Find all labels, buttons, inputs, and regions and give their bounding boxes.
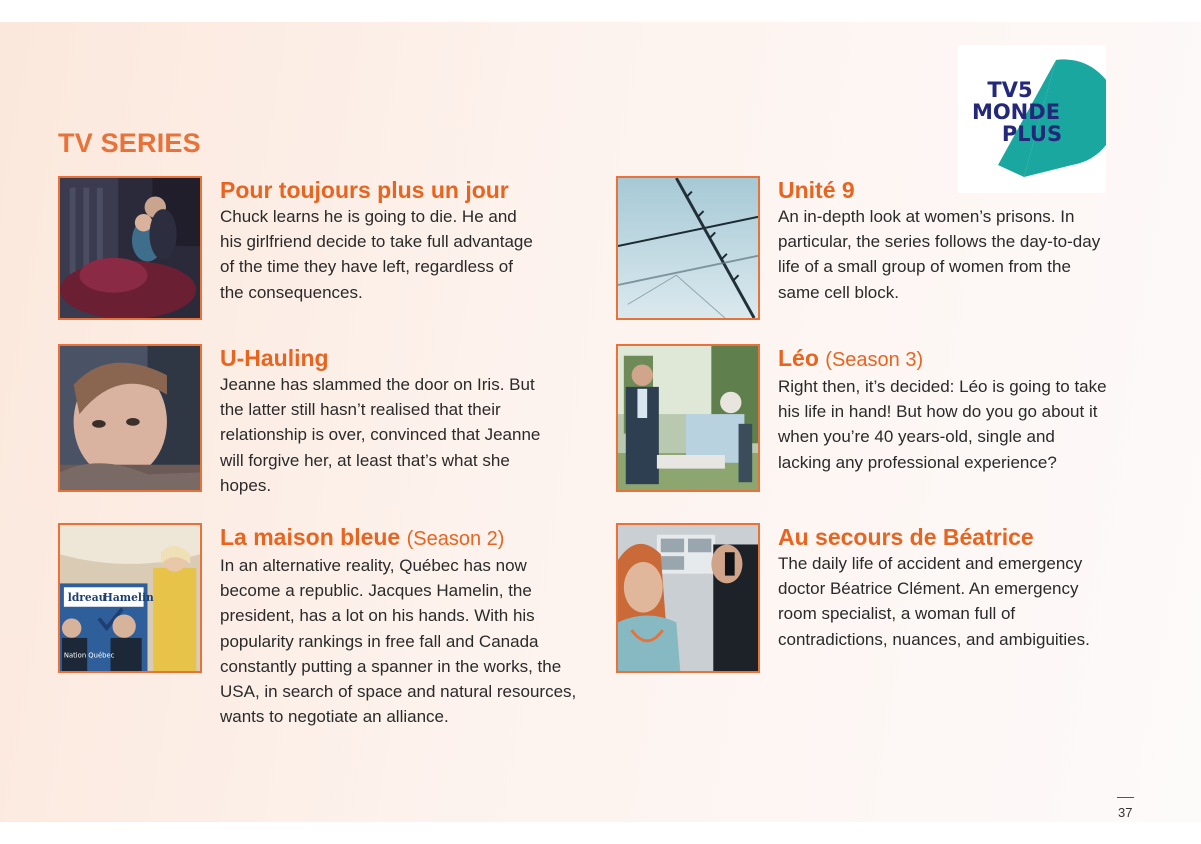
series-description: Chuck learns he is going to die. He and his girlfriend decide to take full advantage of the time they have left, regardless of the consequences. xyxy=(220,207,533,302)
svg-text:TV5: TV5 xyxy=(987,78,1033,102)
page-number-rule xyxy=(1117,797,1134,798)
tv5monde-plus-logo xyxy=(958,45,1106,193)
svg-text:Hamelin: Hamelin xyxy=(102,590,154,604)
series-thumbnail xyxy=(58,523,202,673)
series-thumbnail xyxy=(616,344,760,492)
series-description: The daily life of accident and emergency doctor Béatrice Clément. An emergency room specialist, a woman full of contradictions, nuances, and ambiguities. xyxy=(778,554,1090,649)
series-title: U-Hauling xyxy=(220,345,329,371)
series-description: An in-depth look at women’s prisons. In particular, the series follows the day-to-day life of a small group of women from the same cell block. xyxy=(778,207,1101,302)
series-title: La maison bleue (Season 2) xyxy=(220,524,505,550)
series-description: Jeanne has slammed the door on Iris. But the latter still hasn’t realised that their relationship is over, convinced that Jeanne will forgive her, at least that’s what she hopes. xyxy=(220,375,541,495)
series-description: In an alternative reality, Québec has now become a republic. Jacques Hamelin, the president, has a lot on his hands. With his popularity rankings in free fall and Canada constantly putting a spanner in the works, the USA, in search of space and natural resources, wants to negotiate an alliance. xyxy=(220,556,577,727)
series-title: Léo (Season 3) xyxy=(778,345,924,371)
section-title: TV SERIES xyxy=(58,128,201,158)
svg-text:Nation Québec: Nation Québec xyxy=(63,651,115,660)
svg-text:PLUS: PLUS xyxy=(1001,122,1063,146)
series-description: Right then, it’s decided: Léo is going to take his life in hand! But how do you go about it when you’re 40 years-old, single and lacking any professional experience? xyxy=(778,377,1107,472)
series-title: Pour toujours plus un jour xyxy=(220,177,509,203)
page-number: 37 xyxy=(1118,805,1133,820)
series-season: (Season 2) xyxy=(406,528,505,550)
series-thumbnail xyxy=(616,176,760,320)
series-title: Au secours de Béatrice xyxy=(778,524,1034,550)
svg-text:MONDE: MONDE xyxy=(971,100,1061,124)
series-thumbnail xyxy=(58,344,202,492)
svg-text:ldreau: ldreau xyxy=(67,590,107,604)
series-thumbnail xyxy=(616,523,760,673)
series-title: Unité 9 xyxy=(778,177,855,203)
series-season: (Season 3) xyxy=(825,349,924,371)
series-thumbnail xyxy=(58,176,202,320)
